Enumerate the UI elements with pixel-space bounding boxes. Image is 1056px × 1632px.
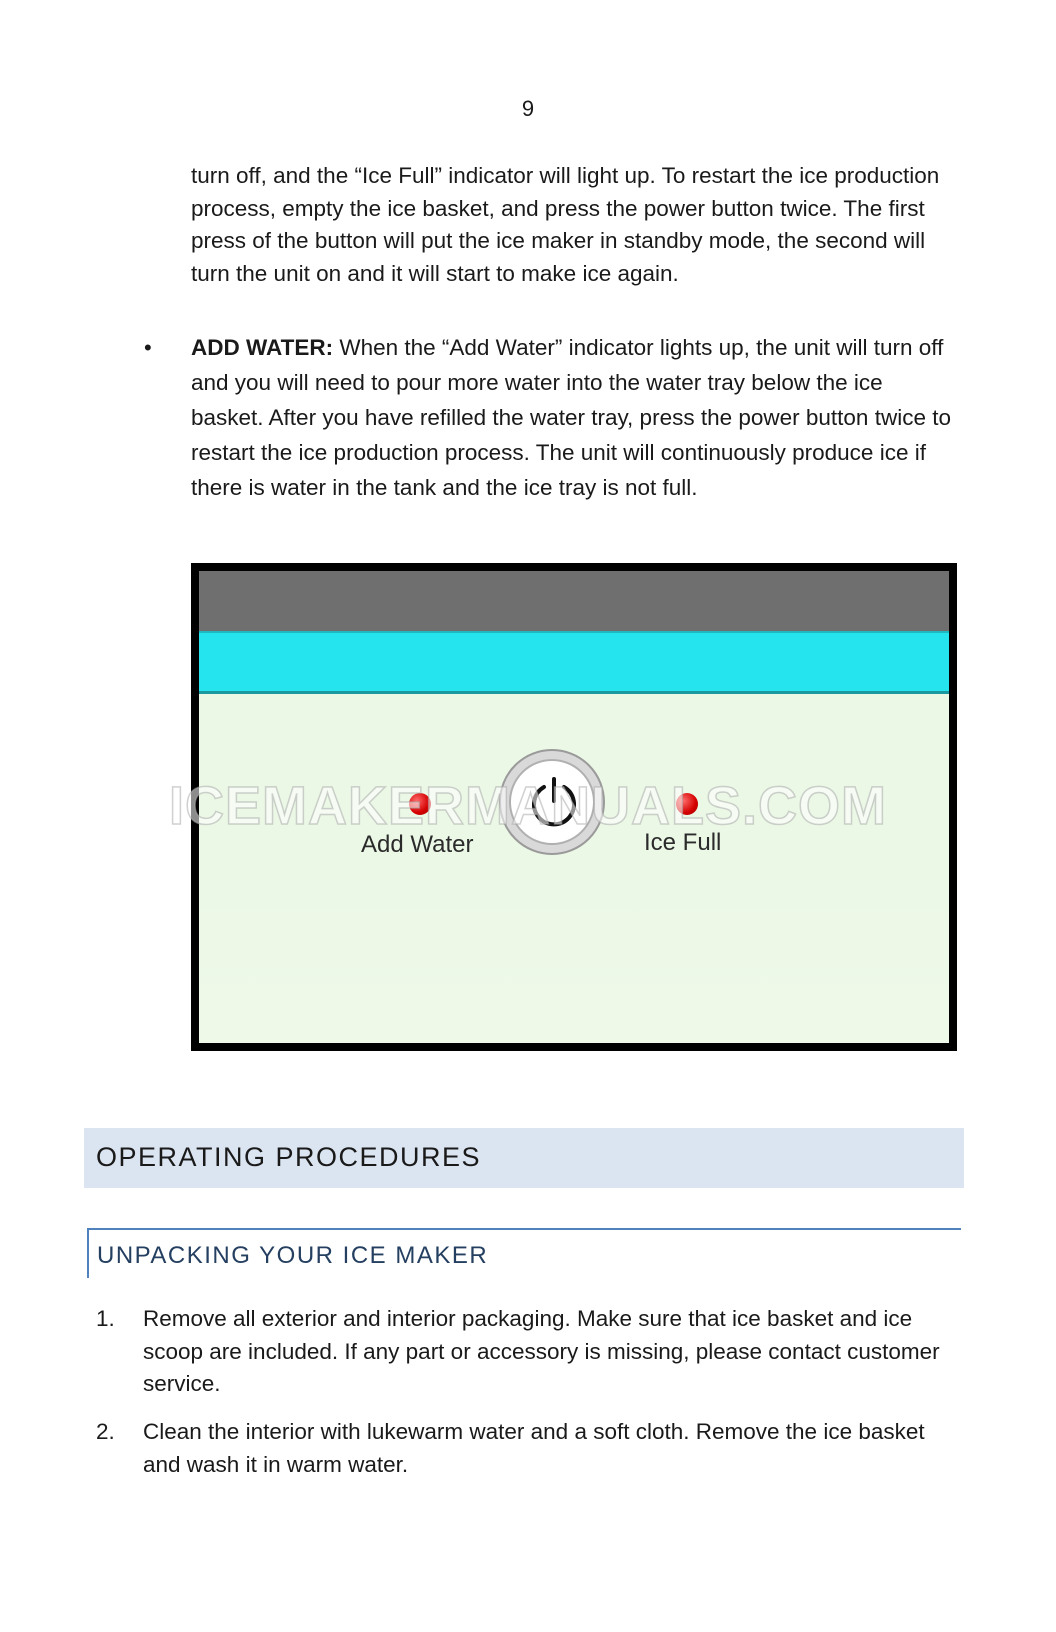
ice-full-label: Ice Full: [644, 829, 722, 856]
subsection-title: UNPACKING YOUR ICE MAKER: [97, 1242, 489, 1269]
page-number: 9: [521, 96, 535, 121]
list-item-text: Clean the interior with lukewarm water and a soft cloth. Remove the ice basket and wash it in warm water.: [143, 1419, 925, 1477]
power-button-ring: [509, 759, 595, 845]
subsection-header: [87, 1228, 961, 1278]
bullet-label: ADD WATER:: [191, 335, 334, 360]
power-button[interactable]: [499, 749, 605, 855]
bullet-body: When the “Add Water” indicator lights up, the unit will turn off and you will need to pour more water into the water tray below the ice basket. After you have refilled the water tray, press the power button twice to restart the ice production process. The unit will continuously produce ice if there is water in the tank and the ice tray is not full.: [191, 335, 951, 500]
power-icon: [525, 773, 583, 831]
bullet-text: [191, 330, 961, 505]
list-item-number: 1.: [96, 1306, 115, 1331]
section-title: OPERATING PROCEDURES: [96, 1142, 482, 1172]
control-panel-face: [199, 571, 949, 1043]
control-panel-figure: [191, 563, 957, 1051]
panel-cyan-band: [199, 631, 949, 694]
list-item-number: 2.: [96, 1419, 115, 1444]
panel-top-bar: [199, 571, 949, 631]
watermark: ICEMAKERMANUALS.COM: [169, 776, 887, 836]
bullet-marker: •: [144, 335, 152, 360]
list-item-text: Remove all exterior and interior packaging. Make sure that ice basket and ice scoop are included. If any part or accessory is missing, please contact customer service.: [143, 1306, 940, 1396]
paragraph-ice-full: turn off, and the “Ice Full” indicator will light up. To restart the ice production process, empty the ice basket, and press the power button twice. The first press of the button will put the ice maker in standby mode, the second will turn the unit on and it will start to make ice again.: [191, 163, 940, 286]
section-header: [84, 1128, 964, 1188]
ice-full-indicator-light: [676, 793, 698, 815]
add-water-indicator-light: [409, 793, 431, 815]
add-water-label: Add Water: [361, 831, 474, 858]
